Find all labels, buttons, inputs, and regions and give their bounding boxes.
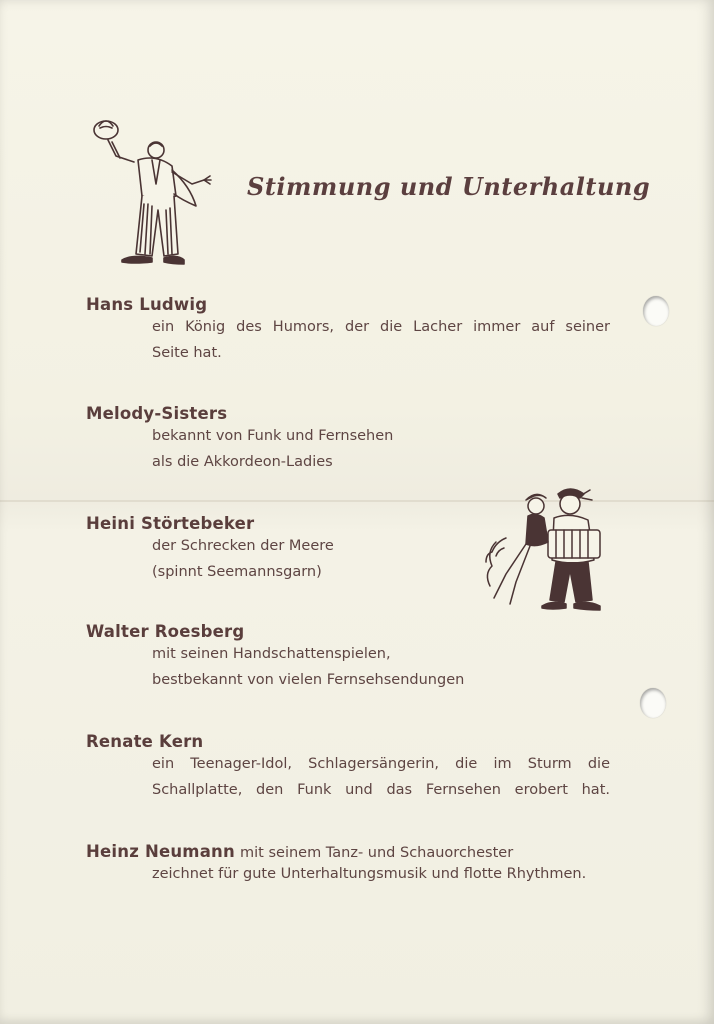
artist-name: Renate Kern — [86, 732, 204, 751]
artist-description: bekannt von Funk und Fernsehen — [152, 428, 394, 444]
artist-description: der Schrecken der Meere — [152, 538, 334, 554]
artist-description: Schallplatte, den Funk und das Fernsehen erobert hat. — [152, 782, 610, 798]
artist-description: ein Teenager-Idol, Schlagersängerin, die im Sturm die — [152, 756, 610, 772]
artist-name: Hans Ludwig — [86, 295, 208, 314]
artist-entry — [86, 404, 393, 475]
artist-entry — [86, 514, 334, 585]
artist-entry — [86, 622, 464, 693]
artist-name: Heinz Neumann — [86, 842, 235, 861]
artist-description: mit seinen Handschattenspielen, — [152, 646, 391, 662]
artist-description: mit seinem Tanz- und Schauorchester — [240, 845, 514, 861]
artist-entry — [86, 842, 586, 887]
artist-description: (spinnt Seemannsgarn) — [152, 564, 322, 580]
punch-hole — [640, 688, 666, 718]
artist-name: Walter Roesberg — [86, 622, 245, 641]
artist-entry — [86, 732, 610, 803]
artist-description: als die Akkordeon-Ladies — [152, 454, 333, 470]
artist-description: bestbekannt von vielen Fernsehsendungen — [152, 672, 465, 688]
artist-description: Seite hat. — [152, 345, 222, 361]
artist-description: zeichnet für gute Unterhaltungsmusik und flotte Rhythmen. — [152, 866, 587, 882]
artist-description: ein König des Humors, der die Lacher immer auf seiner — [152, 319, 610, 335]
artist-entry — [86, 295, 610, 366]
artist-name: Heini Störtebeker — [86, 514, 255, 533]
artist-name: Melody-Sisters — [86, 404, 228, 423]
accordion-couple-icon — [476, 482, 616, 614]
punch-hole — [643, 296, 669, 326]
page-title: Stimmung und Unterhaltung — [247, 172, 651, 201]
top-hat-entertainer-icon — [86, 114, 218, 272]
